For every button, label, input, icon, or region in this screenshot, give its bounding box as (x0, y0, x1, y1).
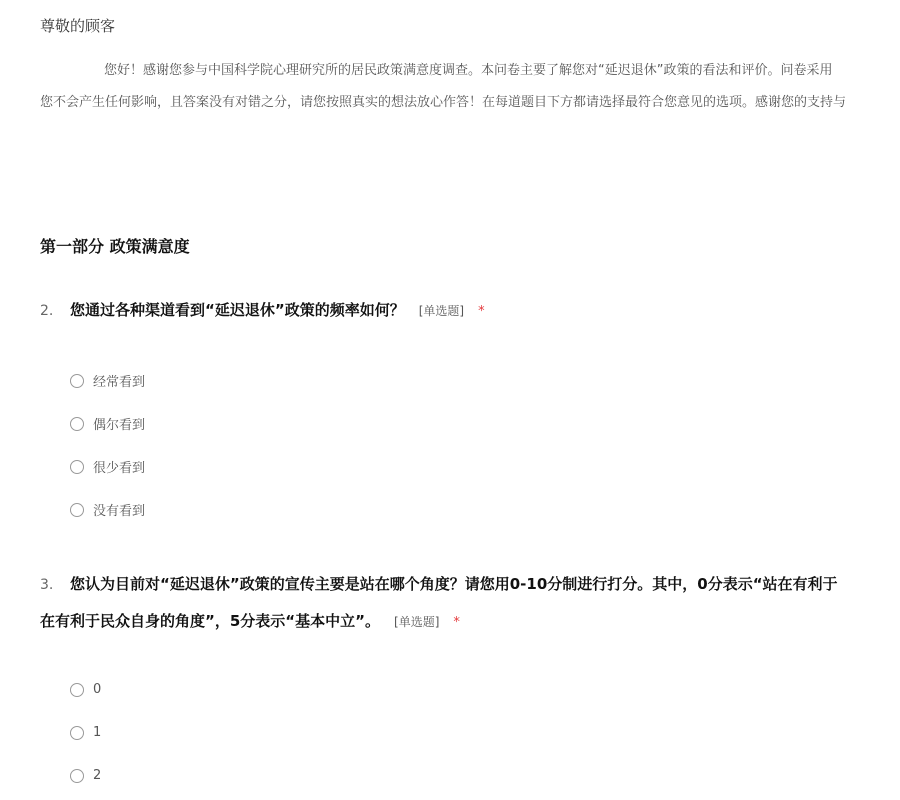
question-type-badge: [单选题] (418, 304, 465, 318)
radio-button[interactable] (70, 460, 84, 474)
question-2-title (40, 292, 900, 330)
option-never[interactable] (70, 488, 145, 531)
question-3 (40, 566, 900, 800)
option-label: 2 (93, 768, 102, 783)
survey-intro (40, 55, 900, 119)
question-2 (40, 292, 900, 542)
required-mark: * (453, 615, 460, 630)
radio-button[interactable] (70, 417, 84, 431)
radio-button[interactable] (70, 503, 84, 517)
option-score-2[interactable] (70, 754, 101, 797)
question-3-title (40, 566, 900, 641)
radio-button[interactable] (70, 374, 84, 388)
option-label: 没有看到 (93, 504, 146, 519)
question-text: 您认为目前对“延迟退休”政策的宣传主要是站在哪个角度？请您用0-10分制进行打分。其中，0分表示“站在有利于 (70, 575, 838, 593)
radio-button[interactable] (70, 769, 84, 783)
radio-button[interactable] (70, 726, 84, 740)
intro-line-1: 您好！感谢您参与中国科学院心理研究所的居民政策满意度调查。本问卷主要了解您对“延迟退休”政策的看法和评价。问卷采用 (104, 63, 833, 78)
question-number: 2. (40, 303, 54, 319)
option-label: 1 (93, 725, 102, 740)
radio-button[interactable] (70, 683, 84, 697)
question-text-continued: 在有利于民众自身的角度”，5分表示“基本中立”。 (40, 612, 381, 630)
greeting: 尊敬的顾客 (40, 17, 116, 35)
question-text: 您通过各种渠道看到“延迟退休”政策的频率如何？ (70, 301, 405, 319)
option-label: 经常看到 (93, 375, 146, 390)
option-label: 0 (93, 682, 102, 697)
option-often[interactable] (70, 359, 145, 402)
option-sometimes[interactable] (70, 402, 145, 445)
section-title: 第一部分 政策满意度 (40, 237, 190, 256)
question-type-badge: [单选题] (394, 615, 440, 629)
question-3-options (70, 668, 101, 797)
intro-line-2: 您不会产生任何影响，且答案没有对错之分，请您按照真实的想法放心作答！在每道题目下方都请选择最符合您意见的选项。感谢您的支持与 (40, 95, 847, 110)
question-2-options (70, 359, 145, 531)
option-score-1[interactable] (70, 711, 101, 754)
required-mark: * (478, 304, 485, 319)
question-number: 3. (40, 577, 54, 593)
option-score-0[interactable] (70, 668, 101, 711)
option-rarely[interactable] (70, 445, 145, 488)
option-label: 很少看到 (93, 461, 146, 476)
option-label: 偶尔看到 (93, 418, 146, 433)
